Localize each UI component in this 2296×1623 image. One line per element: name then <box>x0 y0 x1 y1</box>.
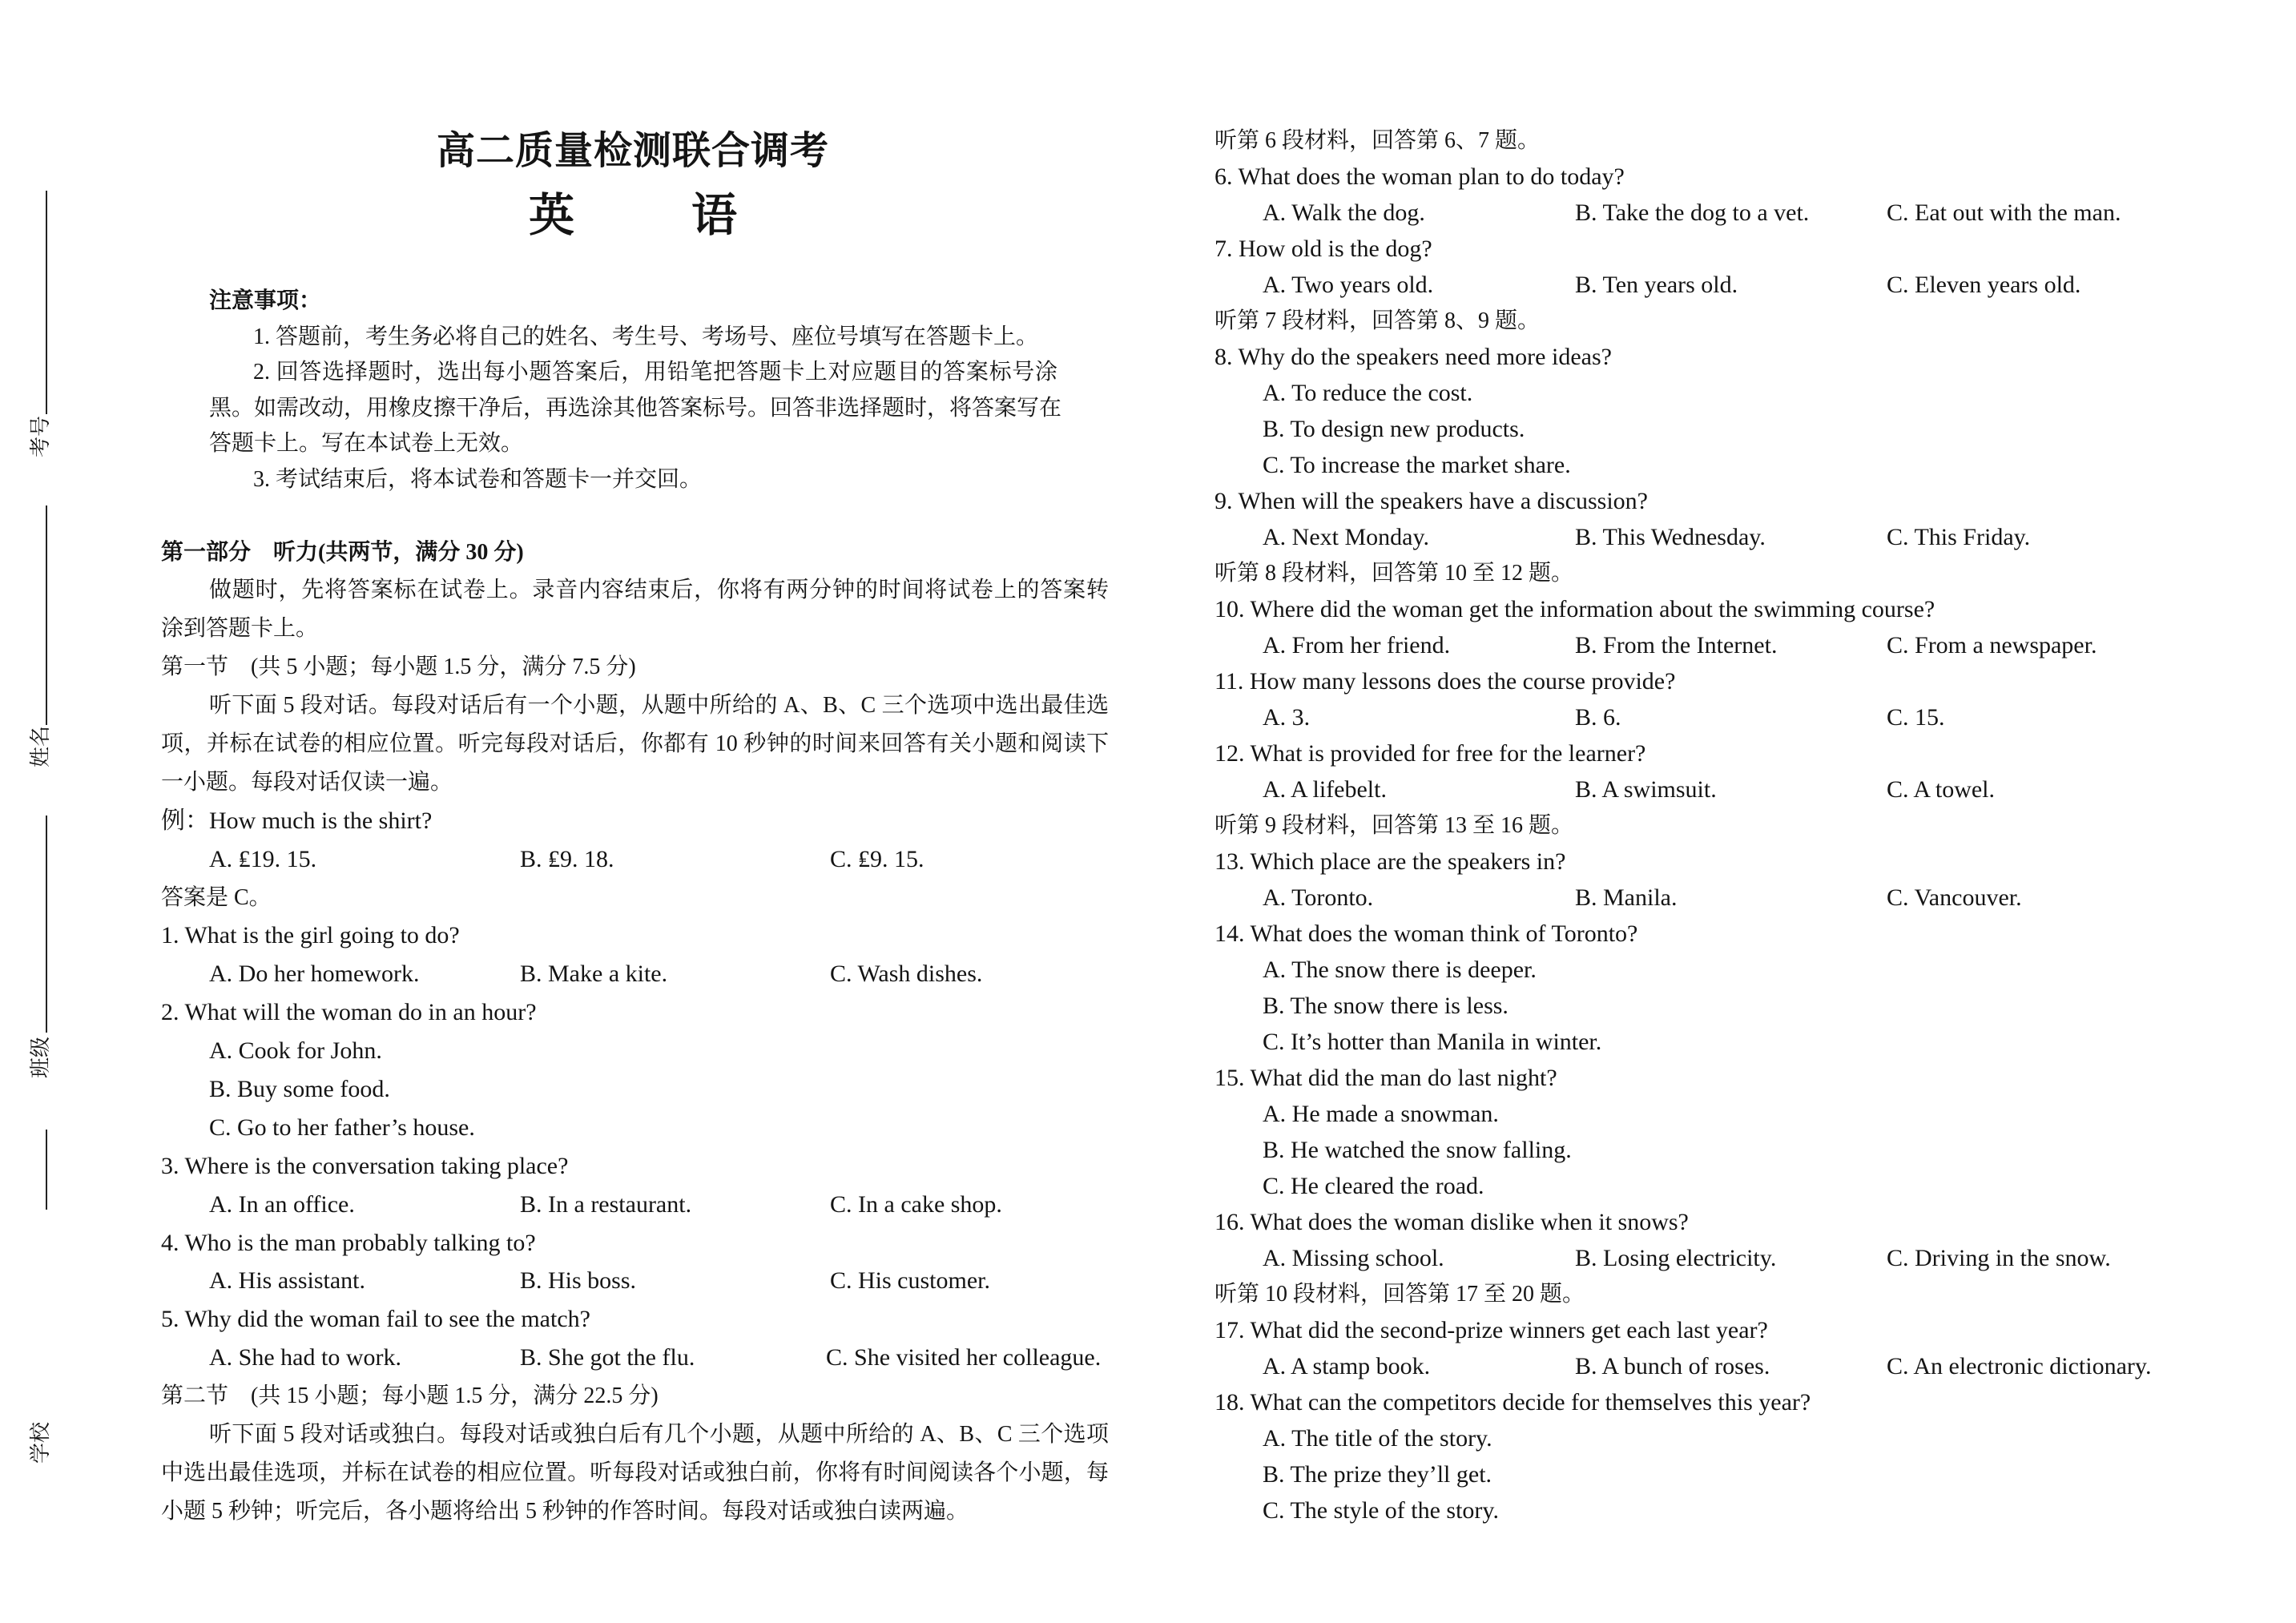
school-label: 学校 <box>29 1421 52 1464</box>
option-c: C. She visited her colleague. <box>826 1344 1102 1371</box>
question-stem: 7. How old is the dog? <box>1214 236 1432 262</box>
option-c: C. 15. <box>1887 704 1945 731</box>
question-stem: 9. When will the speakers have a discussion? <box>1214 488 1648 514</box>
option-c: C. He cleared the road. <box>1263 1173 1484 1199</box>
option-a: A. From her friend. <box>1263 632 1451 658</box>
option-b: B. A bunch of roses. <box>1575 1353 1770 1379</box>
left-column <box>161 534 1109 1531</box>
option-a: A. Walk the dog. <box>1263 199 1425 226</box>
option-c: C. Driving in the snow. <box>1887 1245 2111 1271</box>
right-column <box>1214 123 2256 1528</box>
option-a: A. His assistant. <box>209 1267 365 1295</box>
question-stem: 18. What can the competitors decide for themselves this year? <box>1214 1389 1811 1416</box>
option-b: B. Ten years old. <box>1575 272 1738 298</box>
group-intro: 听第 7 段材料，回答第 8、9 题。 <box>1214 308 1541 333</box>
option-a: A. The snow there is deeper. <box>1263 956 1537 983</box>
question-stem: 16. What does the woman dislike when it snows? <box>1214 1209 1689 1235</box>
question-stem: 6. What does the woman plan to do today? <box>1214 163 1625 190</box>
exam-no-label: 考号 <box>29 415 52 458</box>
example-answer: 答案是 C。 <box>161 884 272 910</box>
section1-directions-line: 一小题。每段对话仅读一遍。 <box>161 769 453 795</box>
option-a: A. He made a snowman. <box>1263 1101 1499 1127</box>
notice-block <box>209 284 1062 498</box>
name-label: 姓名 <box>29 725 52 768</box>
option-c: C. A towel. <box>1887 776 1996 803</box>
notice-line: 黑。如需改动，用橡皮擦干净后，再选涂其他答案标号。回答非选择题时，将答案写在 <box>209 395 1062 421</box>
question-stem: 13. Which place are the speakers in? <box>1214 848 1566 875</box>
notice-heading: 注意事项： <box>209 288 322 313</box>
question-stem: 15. What did the man do last night? <box>1214 1065 1557 1091</box>
group-intro: 听第 9 段材料，回答第 13 至 16 题。 <box>1214 813 1574 838</box>
question-stem: 8. Why do the speakers need more ideas? <box>1214 344 1612 370</box>
question-stem: 3. Where is the conversation taking place? <box>161 1152 569 1179</box>
question-options <box>161 955 1109 993</box>
section2-heading: 第二节 (共 15 小题；每小题 1.5 分，满分 22.5 分) <box>161 1383 659 1409</box>
class-line <box>46 816 47 1033</box>
section1-directions-line: 项，并标在试卷的相应位置。听完每段对话后，你都有 10 秒钟的时间来回答有关小题和阅读下 <box>161 731 1109 756</box>
question-options <box>161 1339 1109 1377</box>
option-a: A. A stamp book. <box>1263 1353 1431 1379</box>
question-options <box>1214 267 2256 303</box>
part1-intro-line: 做题时，先将答案标在试卷上。录音内容结束后，你将有两分钟的时间将试卷上的答案转 <box>209 578 1109 603</box>
notice-line: 3. 考试结束后，将本试卷和答题卡一并交回。 <box>253 466 703 492</box>
option-b: B. Take the dog to a vet. <box>1575 199 1810 226</box>
question-stem: 10. Where did the woman get the information about the swimming course? <box>1214 596 1935 622</box>
question-stem: 5. Why did the woman fail to see the match? <box>161 1306 590 1333</box>
option-c: C. From a newspaper. <box>1887 632 2097 658</box>
group-intro: 听第 8 段材料，回答第 10 至 12 题。 <box>1214 561 1574 586</box>
option-c: C. To increase the market share. <box>1263 452 1571 478</box>
option-a: A. ₤19. 15. <box>209 845 317 872</box>
question-stem: 17. What did the second-prize winners get each last year? <box>1214 1317 1768 1343</box>
notice-line: 1. 答题前，考生务必将自己的姓名、考生号、考场号、座位号填写在答题卡上。 <box>253 324 1039 349</box>
option-b: B. To design new products. <box>1263 416 1525 442</box>
option-a: A. Two years old. <box>1263 272 1434 298</box>
exam-title: 高二质量检测联合调考 <box>436 128 829 173</box>
question-options <box>161 1186 1109 1224</box>
option-c: C. ₤9. 15. <box>830 845 924 872</box>
option-c: C. Go to her father’s house. <box>209 1114 475 1141</box>
option-b: B. This Wednesday. <box>1575 524 1766 550</box>
option-a: A. 3. <box>1263 704 1311 731</box>
part1-intro-line: 涂到答题卡上。 <box>161 616 319 642</box>
name-line <box>46 505 47 725</box>
example-options <box>161 840 1109 879</box>
option-a: A. A lifebelt. <box>1263 776 1387 803</box>
question-options <box>1214 771 2256 807</box>
option-a: A. In an office. <box>209 1190 355 1218</box>
option-c: C. Eleven years old. <box>1887 272 2081 298</box>
group-intro: 听第 10 段材料，回答第 17 至 20 题。 <box>1214 1282 1585 1307</box>
option-b: B. The snow there is less. <box>1263 993 1509 1019</box>
question-stem: 12. What is provided for free for the learner? <box>1214 740 1646 767</box>
option-c: C. His customer. <box>830 1267 990 1295</box>
option-c: C. Vancouver. <box>1887 884 2022 911</box>
section1-heading: 第一节 (共 5 小题；每小题 1.5 分，满分 7.5 分) <box>161 654 636 680</box>
option-c: C. It’s hotter than Manila in winter. <box>1263 1029 1602 1055</box>
option-b: B. She got the flu. <box>520 1344 695 1371</box>
option-c: C. In a cake shop. <box>830 1190 1002 1218</box>
option-a: A. Cook for John. <box>209 1037 382 1065</box>
question-options <box>1214 519 2256 555</box>
option-a: A. To reduce the cost. <box>1263 380 1473 406</box>
question-options <box>1214 195 2256 231</box>
option-c: C. Eat out with the man. <box>1887 199 2121 226</box>
option-c: C. This Friday. <box>1887 524 2031 550</box>
question-options <box>1214 1240 2256 1276</box>
example-question: 例：How much is the shirt? <box>161 807 433 834</box>
question-stem: 2. What will the woman do in an hour? <box>161 999 537 1026</box>
option-c: C. The style of the story. <box>1263 1497 1499 1524</box>
option-b: B. ₤9. 18. <box>520 845 614 872</box>
exam-subject: 英语 <box>529 189 854 242</box>
question-options <box>161 1262 1109 1300</box>
question-stem: 14. What does the woman think of Toronto? <box>1214 920 1638 947</box>
option-b: B. 6. <box>1575 704 1621 731</box>
option-b: B. Make a kite. <box>520 961 668 988</box>
option-b: B. The prize they’ll get. <box>1263 1461 1492 1488</box>
option-b: B. Buy some food. <box>209 1075 390 1102</box>
option-a: A. Missing school. <box>1263 1245 1444 1271</box>
section2-directions-line: 听下面 5 段对话或独白。每段对话或独白后有几个小题，从题中所给的 A、B、C 三个选项 <box>209 1421 1109 1447</box>
notice-line: 答题卡上。写在本试卷上无效。 <box>209 431 524 457</box>
option-a: A. The title of the story. <box>1263 1425 1492 1452</box>
option-b: B. His boss. <box>520 1267 637 1295</box>
school-line <box>46 1130 47 1210</box>
option-b: B. Manila. <box>1575 884 1678 911</box>
option-a: A. Toronto. <box>1263 884 1374 911</box>
option-c: C. An electronic dictionary. <box>1887 1353 2152 1379</box>
question-stem: 4. Who is the man probably talking to? <box>161 1229 536 1256</box>
section1-directions-line: 听下面 5 段对话。每段对话后有一个小题，从题中所给的 A、B、C 三个选项中选出最佳选 <box>209 693 1109 719</box>
question-stem: 11. How many lessons does the course provide? <box>1214 668 1676 695</box>
notice-line: 2. 回答选择题时，选出每小题答案后，用铅笔把答题卡上对应题目的答案标号涂 <box>253 360 1057 385</box>
part1-heading: 第一部分 听力(共两节，满分 30 分) <box>161 539 524 565</box>
question-options <box>1214 627 2256 663</box>
option-c: C. Wash dishes. <box>830 961 983 988</box>
group-intro: 听第 6 段材料，回答第 6、7 题。 <box>1214 128 1541 153</box>
option-b: B. Losing electricity. <box>1575 1245 1777 1271</box>
section2-directions-line: 中选出最佳选项，并标在试卷的相应位置。听每段对话或独白前，你将有时间阅读各个小题，每 <box>161 1460 1109 1485</box>
section2-directions-line: 小题 5 秒钟；听完后，各小题将给出 5 秒钟的作答时间。每段对话或独白读两遍。 <box>161 1498 969 1524</box>
option-b: B. A swimsuit. <box>1575 776 1717 803</box>
question-stem: 1. What is the girl going to do? <box>161 922 460 949</box>
option-a: A. Next Monday. <box>1263 524 1430 550</box>
option-a: A. Do her homework. <box>209 961 420 988</box>
question-options <box>1214 1348 2256 1384</box>
option-b: B. He watched the snow falling. <box>1263 1137 1572 1163</box>
class-label: 班级 <box>29 1036 52 1079</box>
question-options <box>1214 880 2256 916</box>
option-b: B. From the Internet. <box>1575 632 1778 658</box>
question-options <box>1214 699 2256 735</box>
option-b: B. In a restaurant. <box>520 1190 692 1218</box>
option-a: A. She had to work. <box>209 1344 401 1371</box>
